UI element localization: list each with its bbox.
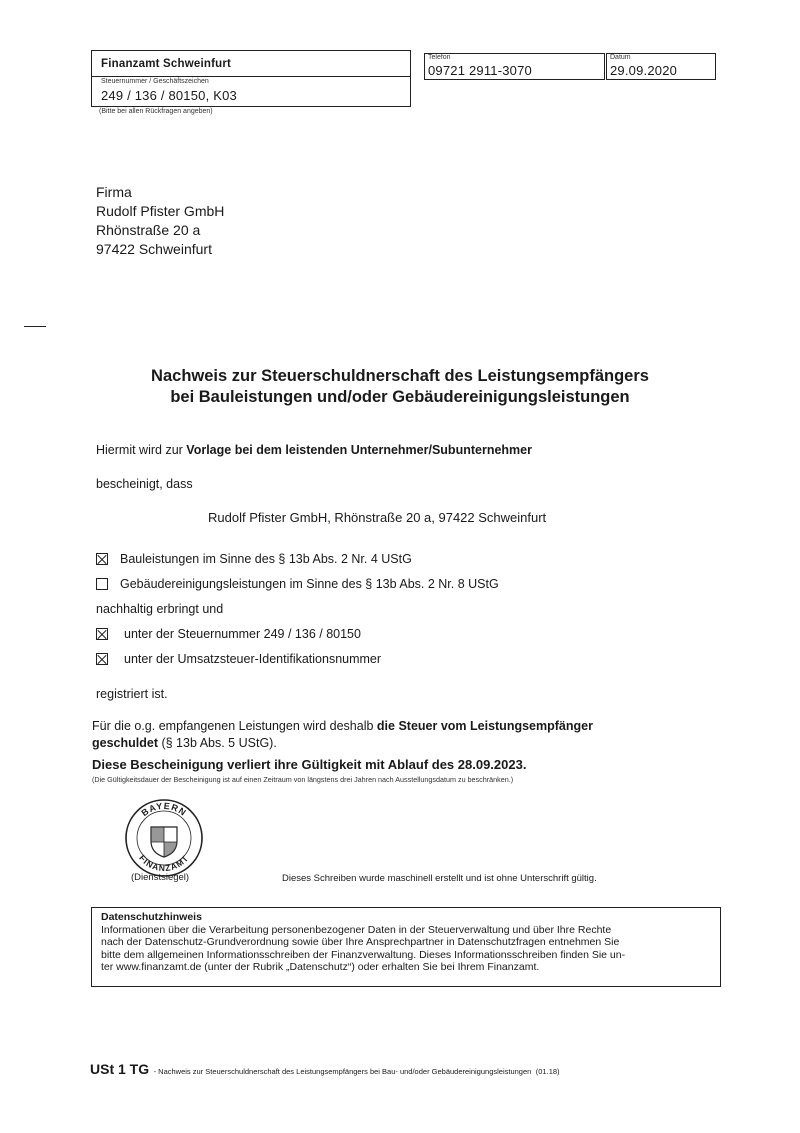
recipient-line-2: Rudolf Pfister GmbH (96, 203, 225, 219)
privacy-text (101, 911, 716, 974)
certified-text: bescheinigt, dass (96, 477, 193, 491)
recipient-line-3: Rhönstraße 20 a (96, 222, 201, 238)
office-name: Finanzamt Schweinfurt (101, 58, 232, 70)
liability-bold-2: geschuldet (92, 736, 158, 750)
fold-mark (24, 326, 46, 327)
company-line: Rudolf Pfister GmbH, Rhönstraße 20 a, 97422 Schweinfurt (208, 510, 547, 525)
recipient-line-1: Firma (96, 184, 132, 200)
label-ust-id: unter der Umsatzsteuer-Identifikationsnummer (124, 652, 382, 666)
office-divider (91, 76, 411, 77)
seal-emblem-icon (123, 797, 205, 879)
privacy-line-4: ter www.finanzamt.de (unter der Rubrik „Datenschutz“) oder erhalten Sie bei Ihrem Finanzamt. (101, 961, 540, 973)
official-seal (123, 797, 205, 879)
checkbox-steuernummer[interactable] (96, 628, 108, 640)
phone-label: Telefon (428, 54, 451, 61)
seal-top-text: BAYERN (139, 800, 189, 819)
checkbox-ust-id[interactable] (96, 653, 108, 665)
document-title (0, 366, 800, 408)
privacy-line-3: bitte dem allgemeinen Informationsschreiben der Finanzverwaltung. Dieses Informationsschreiben finden Sie un- (101, 948, 626, 961)
liability-prefix: Für die o.g. empfangenen Leistungen wird deshalb (92, 719, 377, 733)
registered-text: registriert ist. (96, 687, 168, 701)
label-gebaeudereinigung: Gebäudereinigungsleistungen im Sinne des § 13b Abs. 2 Nr. 8 UStG (120, 577, 499, 591)
form-description: - Nachweis zur Steuerschuldnerschaft des Leistungsempfängers bei Bau- und/oder Gebäudereinigungsleistungen (153, 1067, 532, 1076)
seal-caption: (Dienstsiegel) (131, 872, 190, 883)
privacy-line-1: Informationen über die Verarbeitung personenbezogener Daten in der Steuerverwaltung und über Ihre Rechte (101, 923, 612, 936)
reference-label: Steuernummer / Geschäftszeichen (101, 78, 209, 85)
reference-value: 249 / 136 / 80150, K03 (101, 88, 237, 103)
checkbox-gebaeudereinigung[interactable] (96, 578, 108, 590)
privacy-line-2: nach der Datenschutz-Grundverordnung sowie über Ihre Ansprechpartner in Datenschutzfragen entnehmen Sie (101, 936, 620, 948)
intro-line (96, 443, 532, 457)
recipient-address (96, 183, 224, 259)
privacy-heading: Datenschutzhinweis (101, 911, 202, 923)
form-footer (90, 1061, 560, 1079)
sustained-text: nachhaltig erbringt und (96, 602, 224, 616)
validity-statement: Diese Bescheinigung verliert ihre Gültigkeit mit Ablauf des 28.09.2023. (92, 757, 527, 772)
form-id: USt 1 TG (90, 1061, 150, 1077)
checkbox-bauleistungen[interactable] (96, 553, 108, 565)
phone-value: 09721 2911-3070 (428, 63, 532, 78)
title-line-2: bei Bauleistungen und/oder Gebäudereinigungsleistungen (170, 388, 630, 406)
machine-note: Dieses Schreiben wurde maschinell erstellt und ist ohne Unterschrift gültig. (282, 873, 597, 884)
date-value: 29.09.2020 (610, 63, 678, 78)
title-line-1: Nachweis zur Steuerschuldnerschaft des Leistungsempfängers (151, 367, 649, 385)
seal-bottom-text: FINANZAMT (137, 852, 191, 874)
label-steuernummer: unter der Steuernummer 249 / 136 / 80150 (124, 627, 361, 641)
reference-note: (Bitte bei allen Rückfragen angeben) (99, 108, 213, 115)
liability-text (92, 718, 732, 752)
intro-prefix: Hiermit wird zur (96, 443, 187, 457)
intro-bold: Vorlage bei dem leistenden Unternehmer/Subunternehmer (186, 443, 532, 457)
liability-bold-1: die Steuer vom Leistungsempfänger (376, 719, 593, 733)
label-bauleistungen: Bauleistungen im Sinne des § 13b Abs. 2 Nr. 4 UStG (120, 552, 412, 566)
liability-suffix: (§ 13b Abs. 5 UStG). (158, 736, 277, 750)
validity-note: (Die Gültigkeitsdauer der Bescheinigung ist auf einen Zeitraum von längstens drei Jahren nach Ausstellungsdatum zu beschränken.) (92, 775, 514, 784)
form-version: (01.18) (535, 1067, 560, 1076)
date-label: Datum (610, 54, 631, 61)
recipient-line-4: 97422 Schweinfurt (96, 241, 212, 257)
